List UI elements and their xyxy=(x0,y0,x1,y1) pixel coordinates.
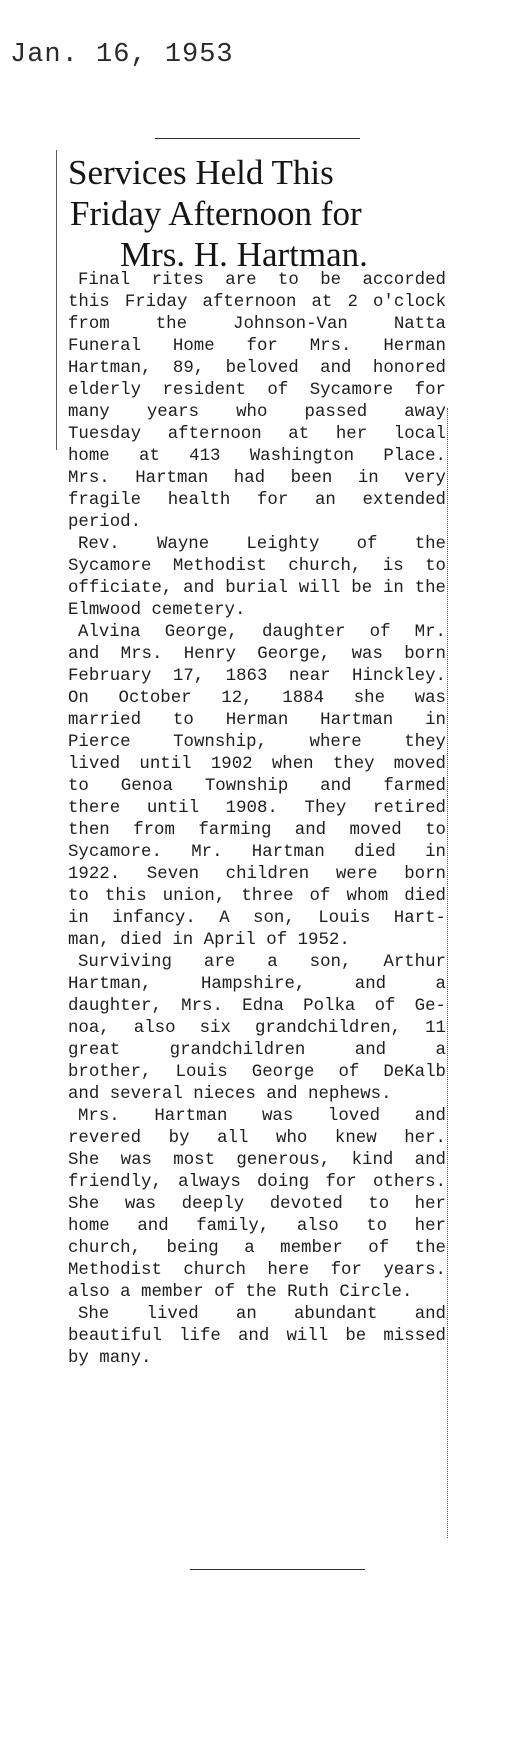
text-line: Tuesday afternoon at her local xyxy=(68,425,446,444)
text-line: Hartman, Hampshire, and a xyxy=(68,975,446,994)
text-line: from the Johnson-Van Natta xyxy=(68,315,446,334)
paragraph xyxy=(68,1304,446,1370)
text-line: Hartman, 89, beloved and honored xyxy=(68,359,446,378)
bottom-rule xyxy=(190,1569,365,1570)
text-line: Funeral Home for Mrs. Herman xyxy=(68,337,446,356)
text-line: fragile health for an extended xyxy=(68,491,446,510)
text-line: home and family, also to her xyxy=(68,1217,446,1236)
headline-line-3: Mrs. H. Hartman. xyxy=(120,235,368,274)
paragraph xyxy=(68,270,446,534)
text-line: She lived an abundant and xyxy=(78,1305,446,1324)
text-line: Sycamore. Mr. Hartman died in xyxy=(68,843,446,862)
article-body xyxy=(68,270,446,1370)
text-line: She was deeply devoted to her xyxy=(68,1195,446,1214)
text-line: Mrs. Hartman was loved and xyxy=(78,1107,446,1126)
left-column-rule xyxy=(56,150,57,450)
text-line: and several nieces and nephews. xyxy=(68,1085,392,1104)
text-line: church, being a member of the xyxy=(68,1239,446,1258)
text-line: by many. xyxy=(68,1349,152,1368)
text-line: man, died in April of 1952. xyxy=(68,931,350,950)
text-line: period. xyxy=(68,513,142,532)
text-line: daughter, Mrs. Edna Polka of Ge- xyxy=(68,997,446,1016)
top-rule xyxy=(155,138,360,139)
text-line: friendly, always doing for others. xyxy=(68,1173,446,1192)
newspaper-clipping xyxy=(50,138,448,1570)
text-line: many years who passed away xyxy=(68,403,446,422)
paragraph xyxy=(68,1106,446,1304)
text-line: also a member of the Ruth Circle. xyxy=(68,1283,413,1302)
text-line: On October 12, 1884 she was xyxy=(68,689,446,708)
text-line: Methodist church here for years. xyxy=(68,1261,446,1280)
text-line: married to Herman Hartman in xyxy=(68,711,446,730)
text-line: there until 1908. They retired xyxy=(68,799,446,818)
text-line: then from farming and moved to xyxy=(68,821,446,840)
headline-line-2: Friday Afternoon for xyxy=(70,194,362,233)
text-line: lived until 1902 when they moved xyxy=(68,755,446,774)
text-line: noa, also six grandchildren, 11 xyxy=(68,1019,446,1038)
text-line: to Genoa Township and farmed xyxy=(68,777,446,796)
paragraph xyxy=(68,622,446,952)
text-line: Sycamore Methodist church, is to xyxy=(68,557,446,576)
text-line: and Mrs. Henry George, was born xyxy=(68,645,446,664)
text-line: Rev. Wayne Leighty of the xyxy=(78,535,446,554)
text-line: this Friday afternoon at 2 o'clock xyxy=(68,293,446,312)
text-line: in infancy. A son, Louis Hart- xyxy=(68,909,446,928)
text-line: Mrs. Hartman had been in very xyxy=(68,469,446,488)
text-line: beautiful life and will be missed xyxy=(68,1327,446,1346)
text-line: Surviving are a son, Arthur xyxy=(78,953,446,972)
text-line: to this union, three of whom died xyxy=(68,887,446,906)
headline xyxy=(60,152,445,275)
text-line: revered by all who knew her. xyxy=(68,1129,446,1148)
text-line: Elmwood cemetery. xyxy=(68,601,246,620)
text-line: home at 413 Washington Place. xyxy=(68,447,446,466)
text-line: February 17, 1863 near Hinckley. xyxy=(68,667,446,686)
text-line: She was most generous, kind and xyxy=(68,1151,446,1170)
text-line: Pierce Township, where they xyxy=(68,733,446,752)
text-line: elderly resident of Sycamore for xyxy=(68,381,446,400)
text-line: officiate, and burial will be in the xyxy=(68,579,446,598)
text-line: Alvina George, daughter of Mr. xyxy=(78,623,446,642)
paragraph xyxy=(68,534,446,622)
text-line: Final rites are to be accorded xyxy=(78,271,446,290)
right-column-rule xyxy=(447,408,448,1538)
date-stamp: Jan. 16, 1953 xyxy=(10,40,234,70)
headline-line-1: Services Held This xyxy=(68,153,334,192)
paragraph xyxy=(68,952,446,1106)
text-line: 1922. Seven children were born xyxy=(68,865,446,884)
text-line: great grandchildren and a xyxy=(68,1041,446,1060)
text-line: brother, Louis George of DeKalb xyxy=(68,1063,446,1082)
